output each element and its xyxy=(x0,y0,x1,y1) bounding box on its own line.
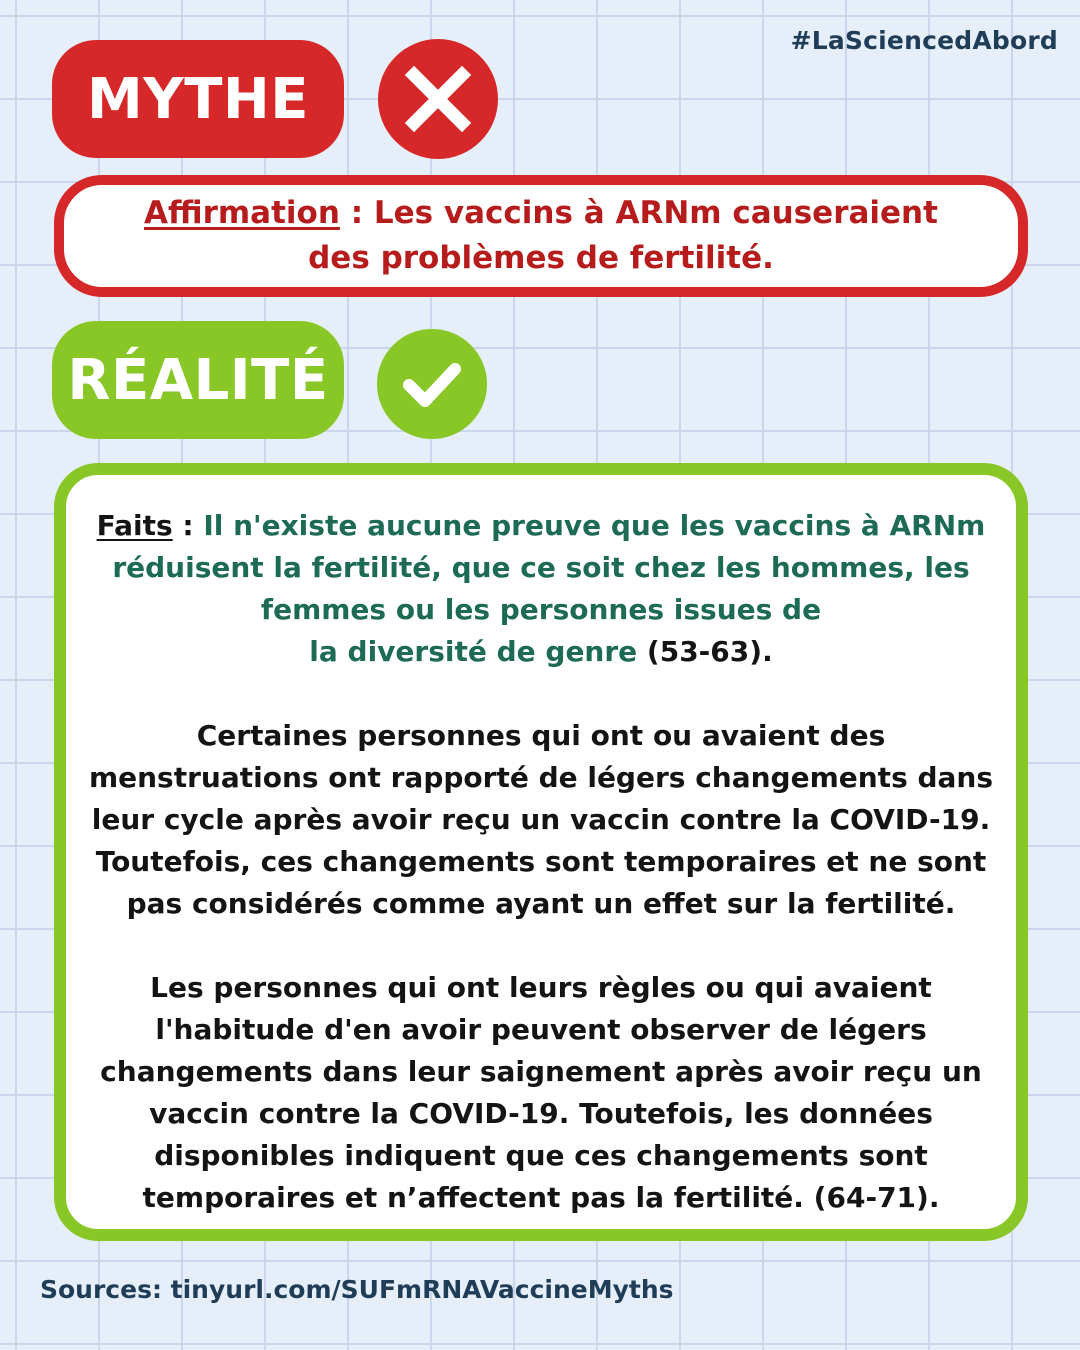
facts-paragraph-1: Faits : Il n'existe aucune preuve que les vaccins à ARNm réduisent la fertilité, que ce soit chez les hommes, les femmes ou les personnes issues de la diversité de genre (53-63). xyxy=(96,509,986,668)
facts-paragraph-3: Les personnes qui ont leurs règles ou qui avaient l'habitude d'en avoir peuvent observer de légers changements dans leur saignement après avoir reçu un vaccin contre la COVID-19. Toutefois, les données disponibles indiquent que ces changements sont temporaires et n’affectent pas la fertilité. (64-71). xyxy=(100,971,982,1214)
claim-line-2: des problèmes de fertilité. xyxy=(308,240,774,276)
claim-box xyxy=(54,175,1028,297)
facts-label: Faits xyxy=(96,509,173,542)
facts-box xyxy=(54,463,1028,1241)
check-icon xyxy=(377,329,487,439)
hashtag: #LaSciencedAbord xyxy=(790,26,1058,55)
sources-line: Sources: tinyurl.com/SUFmRNAVaccineMyths xyxy=(40,1275,674,1304)
claim-label: Affirmation xyxy=(144,195,340,231)
reality-badge: RÉALITÉ xyxy=(52,321,344,439)
myth-badge: MYTHE xyxy=(52,40,344,158)
claim-line-1: Affirmation : Les vaccins à ARNm causeraient xyxy=(144,195,938,231)
facts-paragraph-2: Certaines personnes qui ont ou avaient des menstruations ont rapporté de légers changements dans leur cycle après avoir reçu un vaccin contre la COVID-19. Toutefois, ces changements sont temporaires et ne sont pas considérés comme ayant un effet sur la fertilité. xyxy=(88,719,994,920)
x-icon xyxy=(378,39,498,159)
